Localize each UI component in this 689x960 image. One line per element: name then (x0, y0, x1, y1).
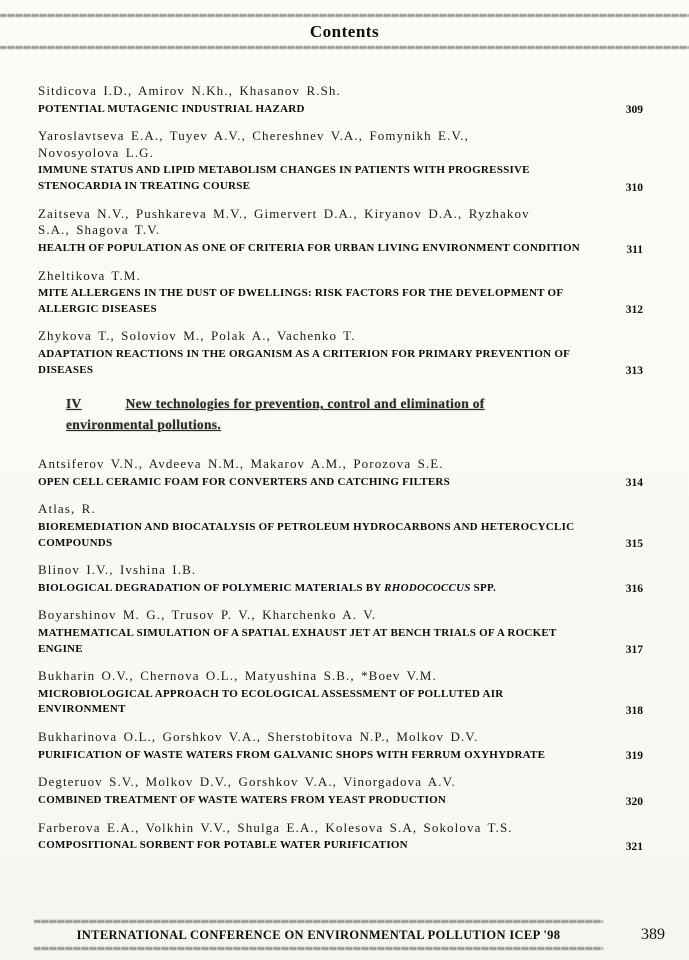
toc-entry (38, 128, 643, 194)
entry-title (38, 163, 583, 194)
entry-title-row (38, 163, 643, 194)
entry-title-part: MITE ALLERGENS IN THE DUST OF DWELLINGS: RISK FACTORS FOR THE DEVELOPMENT OF ALLERGIC DISEASES (38, 287, 563, 315)
entry-title (38, 102, 305, 118)
footer-conference-title: INTERNATIONAL CONFERENCE ON ENVIRONMENTAL POLLUTION ICEP '98 (76, 928, 561, 942)
entry-page-number: 321 (625, 840, 643, 853)
entry-title-row (38, 748, 643, 764)
contents-title: Contents (309, 22, 380, 41)
entry-title-part: BIOREMEDIATION AND BIOCATALYSIS OF PETROLEUM HYDROCARBONS AND HETEROCYCLIC COMPOUNDS (38, 520, 575, 549)
toc-list-part1 (38, 83, 643, 378)
header-rule-top (0, 14, 689, 17)
entry-authors: Bukharinova O.L., Gorshkov V.A., Sherstobitova N.P., Molkov D.V. (38, 729, 479, 745)
entry-title-part: MICROBIOLOGICAL APPROACH TO ECOLOGICAL ASSESSMENT OF POLLUTED AIR ENVIRONMENT (38, 687, 504, 716)
entry-title-part: COMPOSITIONAL SORBENT FOR POTABLE WATER PURIFICATION (38, 839, 408, 852)
entry-title-part: BIOLOGICAL DEGRADATION OF POLYMERIC MATERIALS BY (38, 581, 385, 594)
toc-entry (38, 83, 643, 117)
entry-title (38, 286, 583, 317)
entry-authors: Farberova E.A., Volkhin V.V., Shulga E.A., Kolesova S.A, Sokolova T.S. (38, 819, 513, 835)
entry-page-number: 313 (625, 365, 643, 378)
entry-title (38, 748, 545, 764)
entry-title-part: HEALTH OF POPULATION AS ONE OF CRITERIA FOR URBAN LIVING ENVIRONMENT CONDITION (38, 241, 580, 254)
page-header (0, 14, 689, 49)
entry-title-row (38, 626, 643, 657)
entry-page-number: 318 (625, 705, 643, 718)
entry-title-row (38, 241, 643, 257)
entry-title-row (38, 838, 643, 854)
entry-title-row (38, 347, 643, 378)
entry-title-part: MATHEMATICAL SIMULATION OF A SPATIAL EXHAUST JET AT BENCH TRIALS OF A ROCKET ENGINE (38, 627, 557, 655)
entry-title-part: ADAPTATION REACTIONS IN THE ORGANISM AS A CRITERION FOR PRIMARY PREVENTION OF DISEASES (38, 348, 570, 376)
toc-entry (38, 668, 643, 718)
entry-title-part: PURIFICATION OF WASTE WATERS FROM GALVANIC SHOPS WITH FERRUM OXYHYDRATE (38, 748, 546, 761)
entry-authors: Sitdicova I.D., Amirov N.Kh., Khasanov R.Sh. (38, 83, 341, 98)
toc-entry (38, 729, 643, 763)
section-heading (66, 394, 571, 436)
entry-title-part: COMBINED TREATMENT OF WASTE WATERS FROM YEAST PRODUCTION (38, 793, 447, 806)
entry-authors: Zheltikova T.M. (38, 267, 141, 283)
toc-entry (38, 820, 643, 854)
toc-entry (38, 268, 643, 318)
entry-title-part: IMMUNE STATUS AND LIPID METABOLISM CHANGES IN PATIENTS WITH PROGRESSIVE STENOCARDIA IN TREATING COURSE (38, 164, 530, 193)
entry-title-row (38, 687, 643, 718)
entry-title-part: POTENTIAL MUTAGENIC INDUSTRIAL HAZARD (38, 102, 305, 115)
entry-authors: Zhykova T., Soloviov M., Polak A., Vachenko T. (38, 328, 356, 344)
entry-page-number: 310 (625, 181, 643, 194)
section-title: New technologies for prevention, control and elimination of environmental pollutions. (66, 396, 485, 433)
page-footer (0, 920, 689, 950)
footer-band (34, 920, 603, 950)
entry-authors: Degteruov S.V., Molkov D.V., Gorshkov V.A., Vinorgadova A.V. (38, 774, 456, 790)
entry-page-number: 320 (625, 795, 643, 808)
entry-authors: Atlas, R. (38, 501, 96, 517)
section-number: IV (66, 396, 82, 412)
toc-entry (38, 562, 643, 596)
entry-page-number: 311 (626, 243, 643, 256)
entry-page-number: 315 (625, 538, 643, 551)
toc-entry (38, 501, 643, 551)
entry-title-row (38, 581, 643, 597)
header-rule-bottom (0, 46, 689, 49)
toc-entry (38, 456, 643, 490)
scanned-contents-page (0, 14, 689, 960)
entry-authors: Boyarshinov M. G., Trusov P. V., Kharchenko A. V. (38, 607, 377, 623)
entry-title (38, 581, 496, 597)
entry-page-number: 316 (625, 583, 643, 596)
entry-authors: Bukharin O.V., Chernova O.L., Matyushina S.B., *Boev V.M. (38, 668, 437, 684)
entry-title-row (38, 286, 643, 317)
entry-title-part: SPP. (470, 581, 496, 594)
entry-page-number: 309 (625, 104, 643, 117)
entry-title-row (38, 520, 643, 551)
entry-page-number: 312 (625, 304, 643, 317)
footer-rule-top (34, 920, 603, 923)
toc-entry (38, 607, 643, 657)
entry-page-number: 314 (625, 477, 643, 490)
page-number: 389 (641, 926, 665, 943)
entry-title-row (38, 475, 643, 491)
entry-title-part: RHODOCOCCUS (384, 581, 471, 594)
entry-authors: Zaitseva N.V., Pushkareva M.V., Gimervert D.A., Kiryanov D.A., Ryzhakov S.A., Shagova T.V. (38, 205, 530, 238)
entry-title (38, 793, 446, 809)
entry-title (38, 241, 580, 257)
entry-authors: Blinov I.V., Ivshina I.B. (38, 562, 197, 578)
toc-list-part2 (38, 456, 643, 854)
entry-authors: Yaroslavtseva E.A., Tuyev A.V., Chereshnev V.A., Fomynikh E.V., Novosyolova L.G. (38, 128, 469, 160)
entry-title-part: OPEN CELL CERAMIC FOAM FOR CONVERTERS AND CATCHING FILTERS (38, 475, 450, 488)
entry-title (38, 687, 583, 718)
entry-title (38, 347, 583, 378)
toc-entry (38, 774, 643, 808)
footer-rule-bottom (34, 947, 603, 950)
entry-page-number: 319 (625, 750, 643, 763)
entry-title (38, 475, 450, 491)
entry-title-row (38, 793, 643, 809)
entry-title (38, 838, 408, 854)
toc-entry (38, 206, 643, 257)
entry-title (38, 626, 583, 657)
toc-entry (38, 328, 643, 378)
entry-title (38, 520, 583, 551)
entry-title-row (38, 102, 643, 118)
entry-authors: Antsiferov V.N., Avdeeva N.M., Makarov A.M., Porozova S.E. (38, 456, 444, 472)
entry-page-number: 317 (625, 644, 643, 657)
